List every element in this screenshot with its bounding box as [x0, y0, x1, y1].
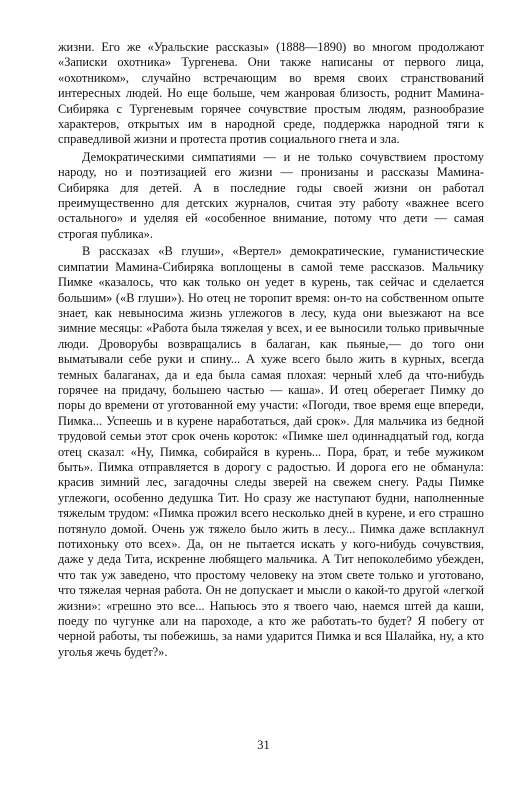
page-text — [58, 40, 484, 662]
paragraph-1: жизни. Его же «Уральские рассказы» (1888—1890) во многом продолжают «Записки охотника» Тургенева. Они также написаны от первого лица, «охотником», случайно встречающим во время своих странствований интересных людей. Но еще больше, чем жанровая близость, роднит Мамина-Сибиряка с Тургеневым горячее сочувствие простым людям, разнообразие характеров, открытых им в народной среде, поддержка народной тяги к справедливой жизни и протеста против социального гнета и зла. — [58, 40, 484, 147]
paragraph-3: В рассказах «В глуши», «Вертел» демократические, гуманистические симпатии Мамина-Сибиряка воплощены в самой теме рассказов. Мальчику Пимке «казалось, что как только он уедет в курень, так сейчас и сделается большим» («В глуши»). Но отец не торопит время: он-то на собственном опыте знает, как невыносима жизнь углежогов в лесу, куда они выезжают на все зимние месяцы: «Работа была тяжелая у всех, и ее выносили только привычные люди. Дроворубы возвращались в балаган, как пьяные,— до того они выматывали себе руки и спину... А хуже всего было жить в курных, всегда темных балаганах, да и еда была самая плохая: черный хлеб да что-нибудь горячее на придачу, большею частью — каша». И отец оберегает Пимку до поры до времени от уготованной ему участи: «Погоди, твое время еще впереди, Пимка... Успеешь и в курене наработаться, дай срок». Для мальчика из бедной трудовой семьи этот срок очень короток: «Пимке шел одиннадцатый год, когда отец сказал: «Ну, Пимка, собирайся в курень... Пора, брат, и тебе мужиком быть». Пимка отправляется в дорогу с радостью. И дорога его не обманула: красив зимний лес, загадочны следы зверей на свежем снегу. Рады Пимке углежоги, особенно дедушка Тит. Но сразу же наступают будни, наполненные тяжелым трудом: «Пимка прожил всего несколько дней в курене, и его страшно потянуло домой. Очень уж тяжело было жить в лесу... Пимка даже всплакнул потихоньку ото всех». Да, он не пытается искать у кого-нибудь сочувствия, даже у деда Тита, искренне любящего мальчика. А Тит непоколебимо убежден, что так уж заведено, что простому человеку на этом свете только и уготовано, что тяжелая черная работа. Он не допускает и мысли о какой-то другой «легкой жизни»: «грешно это все... Напьюсь это я твоего чаю, наемся штей да каши, поеду по чугунке али на пароходе, а кто же работать-то будет? Я побегу от черной работы, ты побежишь, за нами ударится Пимка и вся Шалайка, ну, а кто уголья жечь будет?». — [58, 244, 484, 659]
page-number: 31 — [257, 738, 270, 752]
paragraph-2: Демократическими симпатиями — и не только сочувствием простому народу, но и поэтизацией его жизни — пронизаны и рассказы Мамина-Сибиряка для детей. А в последние годы своей жизни он работал преимущественно для детских журналов, считая эту работу «важнее всего остального» и уделяя ей «особенное внимание, потому что дети — самая строгая публика». — [58, 149, 484, 241]
